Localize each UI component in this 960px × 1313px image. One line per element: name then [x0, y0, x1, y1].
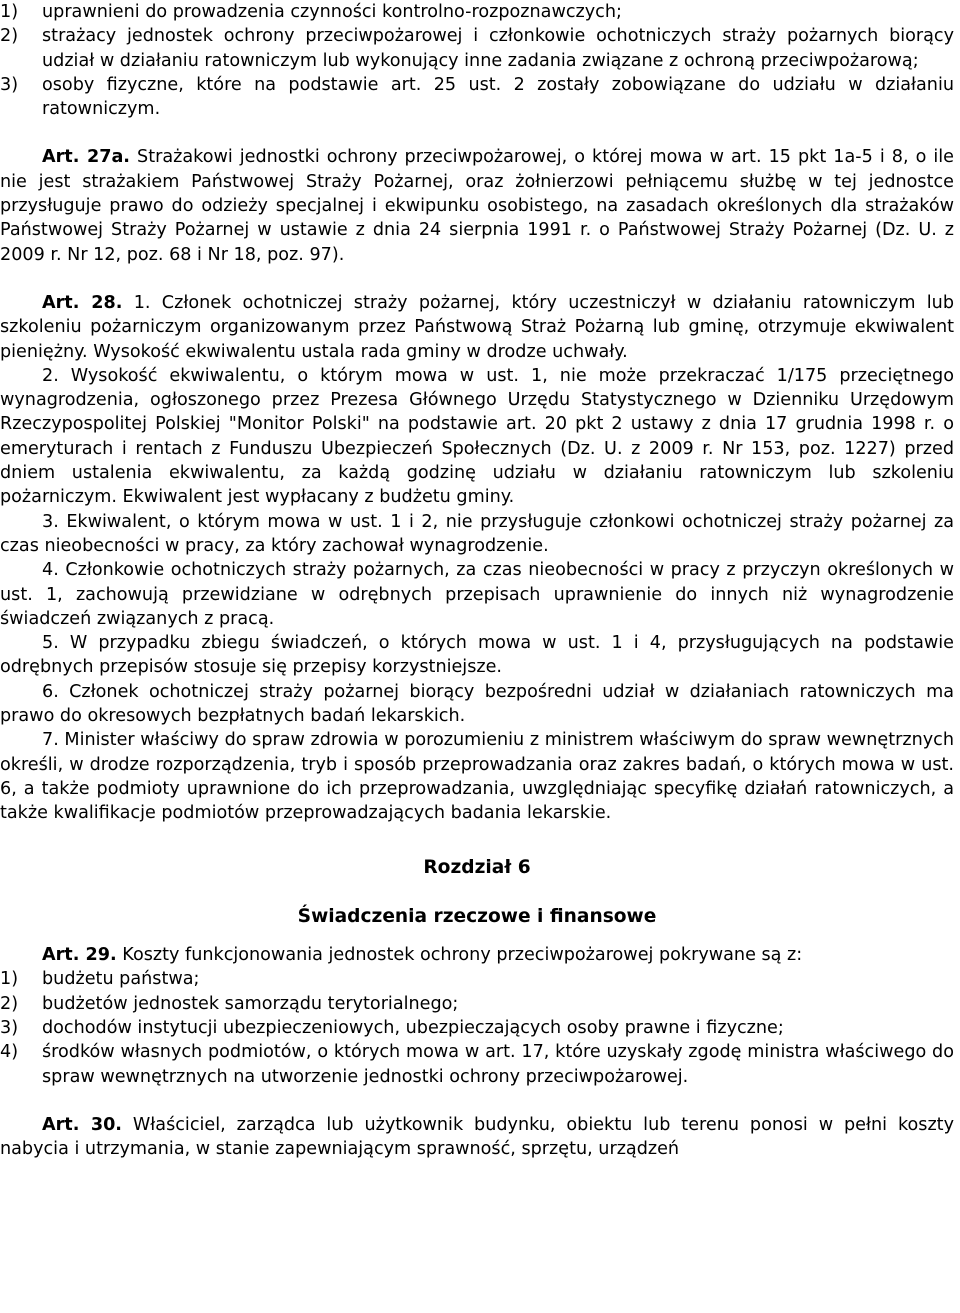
chapter-title: Świadczenia rzeczowe i finansowe — [297, 905, 657, 927]
spacer — [0, 880, 954, 905]
list-item-text: uprawnieni do prowadzenia czynności kontrolno-rozpoznawczych; — [42, 2, 622, 22]
article-paragraph: 5. W przypadku zbiegu świadczeń, o których mowa w ust. 1 i 4, przysługujących na podstawie odrębnych przepisów stosuje się przepisy korzystniejsze. — [0, 633, 954, 678]
list-item — [0, 73, 954, 122]
list-item — [0, 1040, 954, 1089]
article-paragraph: 4. Członkowie ochotniczych straży pożarnych, za czas nieobecności w pracy z przyczyn określonych w ust. 1, zachowują przewidziane w odrębnych przepisach uprawnienie do innych niż wynagrodzenie świadczeń związanych z pracą. — [0, 560, 954, 629]
article-label: Art. 30. — [42, 1114, 122, 1135]
article-paragraph: 3. Ekwiwalent, o którym mowa w ust. 1 i 2, nie przysługuje członkowi ochotniczej straży pożarnej za czas nieobecności w pracy, za który zachował wynagrodzenie. — [0, 511, 954, 556]
list-item — [0, 967, 954, 991]
list-item-text: budżetu państwa; — [42, 969, 200, 990]
list-item-number: 2) — [0, 26, 19, 47]
article-28 — [0, 291, 954, 826]
list-item — [0, 992, 954, 1016]
list-item-text: środków własnych podmiotów, o których mowa w art. 17, które uzyskały zgodę ministra właściwego do spraw wewnętrznych na utworzenie jednostki ochrony przeciwpożarowej. — [42, 1042, 954, 1087]
chapter-number: Rozdział 6 — [423, 856, 531, 878]
article-label: Art. 28. — [42, 292, 123, 313]
list-item-number: 1) — [0, 2, 19, 22]
list-item — [0, 0, 954, 24]
list-item — [0, 24, 954, 73]
article-text: Właściciel, zarządca lub użytkownik budynku, obiektu lub terenu ponosi w pełni koszty nabycia i utrzymania, w stanie zapewniającym sprawność, sprzętu, urządzeń — [0, 1114, 954, 1160]
list-item-number: 4) — [0, 1042, 19, 1063]
article-text: Strażakowi jednostki ochrony przeciwpożarowej, o której mowa w art. 15 pkt 1a-5 i 8, o ile nie jest strażakiem Państwowej Straży Pożarnej, oraz żołnierzowi pełniącemu służbę w tej jednostce przysługuje prawo do odzieży specjalnej i ekwipunku osobistego, na zasadach określonych dla strażaków Państwowej Straży Pożarnej w ustawie z dnia 24 sierpnia 1991 r. o Państwowej Straży Pożarnej (Dz. U. z 2009 r. Nr 12, poz. 68 i Nr 18, poz. 97). — [0, 147, 954, 265]
list-item-text: osoby fizyczne, które na podstawie art. 25 ust. 2 zostały zobowiązane do udziału w działaniu ratowniczym. — [42, 74, 954, 120]
list-item-number: 1) — [0, 969, 19, 990]
article-30 — [0, 1113, 954, 1162]
list-item-text: strażacy jednostek ochrony przeciwpożarowej i członkowie ochotniczych straży pożarnych biorący udział w działaniu ratowniczym lub wykonujący inne zadania związane z ochroną przeciwpożarową; — [42, 26, 954, 71]
spacer — [0, 826, 954, 856]
list-item-text: dochodów instytucji ubezpieczeniowych, ubezpieczających osoby prawne i fizyczne; — [42, 1017, 784, 1038]
article-label: Art. 29. — [42, 945, 117, 966]
article-paragraph: Art. 28. 1. Członek ochotniczej straży pożarnej, który uczestniczył w działaniu ratowniczym lub szkoleniu pożarniczym organizowanym przez Państwową Straż Pożarną lub gminę, otrzymuje ekwiwalent pieniężny. Wysokość ekwiwalentu ustala rada gminy w drodze uchwały. — [0, 292, 954, 362]
spacer — [0, 929, 954, 943]
list-item — [0, 1016, 954, 1040]
article-paragraph: 2. Wysokość ekwiwalentu, o którym mowa w ust. 1, nie może przekraczać 1/175 przeciętnego wynagrodzenia, ogłoszonego przez Prezesa Głównego Urzędu Statystycznego w Dzienniku Urzędowym Rzeczypospolitej Polskiej "Monitor Polski" na podstawie art. 20 pkt 2 ustawy z dnia 17 grudnia 1998 r. o emeryturach i rentach z Funduszu Ubezpieczeń Społecznych (Dz. U. z 2009 r. Nr 153, poz. 1227) przed dniem ustalenia ekwiwalentu, za każdą godzinę udziału w działaniu ratowniczym lub szkoleniu pożarniczym. Ekwiwalent jest wypłacany z budżetu gminy. — [0, 365, 954, 508]
article-paragraph: 7. Minister właściwy do spraw zdrowia w porozumieniu z ministrem właściwym do spraw wewnętrznych określi, w drodze rozporządzenia, tryb i sposób przeprowadzania oraz zakres badań, o których mowa w ust. 6, a także podmioty uprawnione do ich przeprowadzania, uwzględniając specyfikę działań ratowniczych, a także kwalifikacje podmiotów przeprowadzających badania lekarskie. — [0, 730, 954, 824]
article-label: Art. 27a. — [42, 147, 130, 168]
article-paragraph: Art. 29. Koszty funkcjonowania jednostek ochrony przeciwpożarowej pokrywane są z: — [42, 945, 803, 966]
list-item-number: 3) — [0, 1017, 19, 1038]
spacer — [0, 267, 954, 291]
article-29 — [0, 943, 954, 1089]
list-item-text: budżetów jednostek samorządu terytorialnego; — [42, 993, 459, 1014]
list-item-number: 2) — [0, 993, 19, 1014]
article-paragraph: 6. Członek ochotniczej straży pożarnej biorący bezpośredni udział w działaniach ratowniczych ma prawo do okresowych bezpłatnych badań lekarskich. — [0, 681, 954, 727]
top-list — [0, 0, 954, 121]
spacer — [0, 1089, 954, 1113]
spacer — [0, 121, 954, 145]
list-item-number: 3) — [0, 74, 19, 95]
article-27a — [0, 145, 954, 266]
